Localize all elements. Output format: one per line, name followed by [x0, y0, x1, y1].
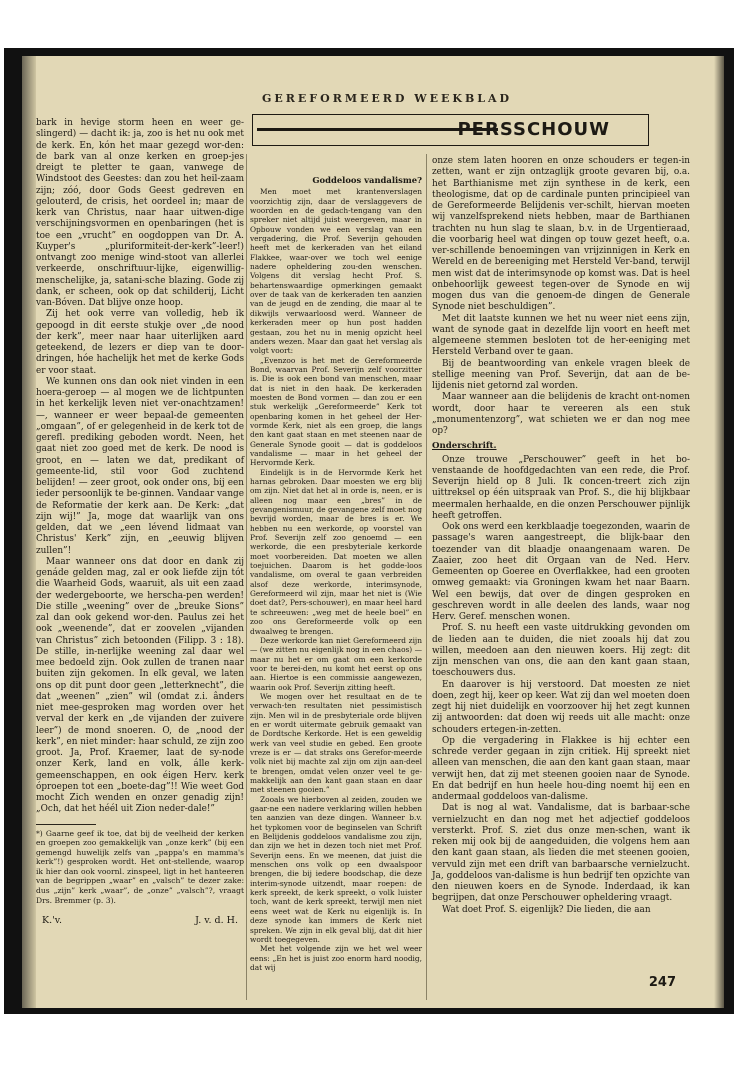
footnote-text: *) Gaarne geef ik toe, dat bij de veelheid der kerken en groepen zoo gemakkelijk van „onze kerk” (bij een gemengd huwelijk zelfs van „pappa's en mamma's kerk”!) gesproken wordt. Het ont-stellende, waarop ik hier dan ook voornl. zinspeel, ligt in het hanteeren van de begrippen „waar” en „valsch” te dezer zake: dus „zijn” kerk „waar”, de „onze” „valsch”?, vraagt Drs. Bremmer (p. 3).: [36, 828, 244, 905]
mid-paragraph-6: Zooals we hierboven al zeiden, zouden we gaar-ne een nadere verklaring willen hebben ten aanzien van deze dingen. Wanneer b.v. het typkomen voor de beginselen van Schrift en Belijdenis goddeloos vandalisme zou zijn, dan zijn we het in dezen toch niet met Prof. Severijn eens. En we meenen, dat juist die menschen ons volk op een dwaalspoor brengen, die bij iedere boodschap, die deze interim-synode uitzendt, maar roepen: de kerk spreekt, de kerk spreekt, o volk luister toch, want de kerk spreekt, terwijl men niet eens weet wat de Kerk nu eigenlijk is. In deze synode kan immers de Kerk niet spreken. We zijn in elk geval blij, dat dit hier wordt toegegeven.: [250, 794, 422, 944]
right-paragraph-1: onze stem laten hooren en onze schouders er tegen-in zetten, want er zijn ontzaglijk groote gevaren bij, o.a. het Barthianisme met zijn synthese in de kerk, een theologisme, dat op de cardinale punten principieel van de Gereformeerde Belijdenis ver-schilt, hiervan moeten wij vanzelfsprekend niets hebben, maar de Barthianen trachten nu hun slag te slaan, b.v. in de Urgentieraad, die voorbarig heel wat dingen op touw gezet heeft, o.a. ver-schillende benoemingen van vrijzinnigen in Kerk en Wereld en de bereeniging met Hersteld Ver-band, terwijl men wist dat de interimsynode op komst was. Dat is heel onbehoorlijk geweest tegen-over de Synode en wij mogen dus van die genoem-de dingen de Generale Synode niet beschuldigen”.: [432, 156, 690, 313]
signature-line: [36, 915, 244, 926]
mid-paragraph-1: Men moet met krantenverslagen voorzichtig zijn, daar de verslaggevers de woorden en de gedach-tengang van den spreker niet altijd juist weergeven, maar in Opbouw vonden we een verslag van een vergadering, die Prof. Severijn gehouden heeft met de kerkeraden van het eiland Flakkee, waar-over we toch wel eenige nadere opheldering zou-den wenschen. Volgens dit verslag hecht Prof. S. behartenswaardige opmerkingen gemaakt over de taak van de kerkeraden ten aanzien van de jeugd en de zending, die maar al te dikwijls verwaarloosd werd. Wanneer de kerkeraden meer op hun post hadden gestaan, zou het nu in menig opzicht heel anders wezen. Maar dan gaat het verslag als volgt voort:: [250, 187, 422, 356]
signature-left: K.'v.: [42, 915, 62, 927]
page-spine-shadow: [22, 56, 36, 1008]
column-divider-2: [426, 154, 427, 1000]
footnote-rule: [36, 824, 96, 825]
newspaper-page: [22, 56, 724, 1008]
left-paragraph-3: We kunnen ons dan ook niet vinden in een hoera-geroep — al mogen we de lichtpunten in het kerkelijk leven niet ver-onachtzamen! —, wanneer er weer bepaal-de gemeenten „omgaan”, of er gelegenheid in de kerk tot de gerefl. prediking geboden wordt. Neen, het gaat niet zoo goed met de kerk. De nood is groot, en — laten we dat, predikant of gemeente-lid, stil voor God zuchtend belijden! — zeer groot, ook onder ons, bij een ieder persoonlijk te be-ginnen. Vandaar vange de Reformatie der kerk aan. De Kerk: „dat zijn wij!” Ja, moge dat waarlijk van ons gelden, dat we „een lévend lidmaat van Christus' Kerk” zijn, en „eeuwig blijven zullen”!: [36, 376, 244, 556]
page-number: 247: [648, 975, 676, 990]
left-paragraph-2: Zij het ook verre van volledig, heb ik gepoogd in dit eerste stukje over „de nood der kerk”, meer naar haar uiterlijken aard geteekend, de lezers er diep van te door-dringen, hóe hachelijk het met de kerke Gods er voor staat.: [36, 309, 244, 376]
right-paragraph-2: Met dit laatste kunnen we het nu weer niet eens zijn, want de synode gaat in dezelfde lijn voort en heeft met algemeene stemmen besloten tot de her-eeniging met Hersteld Verband over te gaan.: [432, 313, 690, 358]
page-edge-shadow: [714, 56, 724, 1008]
column-divider-1: [246, 154, 247, 1000]
section-title: PERSSCHOUW: [457, 119, 610, 140]
mid-paragraph-3: Eindelijk is in de Hervormde Kerk het harnas gebroken. Daar moesten we erg blij om zijn. Niet dat het al in orde is, neen, er is alleen nog maar een „bres” in de gevangenismuur, de gevangene zelf moet nog bevrijd worden, maar de bres is er. We hebben nu een werkorde, op voorstel van Prof. Severijn zelf zoo genoemd — een werkorde, die een presbyteriale kerkorde moet voorbereiden. Dat moeten we allen toejuichen. Daarom is het godde-loos vandalisme, om overal te gaan verbreiden alsof deze werkorde, interimsynode, Gereformeerd wil zijn, maar het niet is (Wie doet dat?, Pers-schouwer), en maar heel hard te schreeuwen: „weg met de heele boel” en zoo ons Gereformeerde volk op een dwaalweg te brengen.: [250, 467, 422, 636]
right-paragraph-10: Dat is nog al wat. Vandalisme, dat is barbaar-sche vernielzucht en dan nog met het adjectief goddeloos versterkt. Prof. S. ziet dus onze men-schen, want ik reken mij ook bij de aangeduiden, die volgens hem aan den kant gaan staan, als lieden die met steenen gooien, vervuld zijn met een drift van barbaarsche vernielzucht. Ja, goddeloos van-dalisme is hun bedrijf ten opzichte van den nieuwen koers en de Synode. Inderdaad, ik kan begrijpen, dat onze Perschouwer opheldering vraagt.: [432, 803, 690, 904]
right-paragraph-3: Bij de beantwoording van enkele vragen bleek de stellige meening van Prof. Severijn, dat aan de be-lijdenis niet getornd zal worden.: [432, 358, 690, 391]
right-paragraph-4: Maar wanneer aan die belijdenis de kracht ont-nomen wordt, door haar te vereeren als een stuk „monumentenzorg”, wat schieten we er dan nog mee op?: [432, 392, 690, 436]
right-paragraph-6: Ook ons werd een kerkblaadje toegezonden, waarin de passage's waren aangestreept, die blijk-baar den toezender van dit blaadje onaangenaam waren. De Zaaier, zoo heet dit Orgaan van de Ned. Herv. Gemeenten op Goeree en Overflakkee, had een grooten omweg gemaakt: via Groningen kwam het naar Baarn. Wel een bewijs, dat over de dingen gesproken en geschreven wordt in alle deelen des lands, waar nog Herv. Geref. menschen wonen.: [432, 522, 690, 622]
footnote: [36, 829, 244, 906]
right-paragraph-9: Op die vergadering in Flakkee is hij echter een schrede verder gegaan in zijn critiek. Hij spreekt niet alleen van menschen, die aan den kant gaan staan, maar verwijt hen, dat zij met steenen gooien naar de Synode. En dat bedrijf en hun heele hou-ding noemt hij een en andermaal goddeloos van-dalisme.: [432, 735, 690, 802]
mid-paragraph-7: Met het volgende zijn we het wel weer eens: „En het is juist zoo enorm hard noodig, dat wij: [250, 944, 422, 972]
right-paragraph-8: En daarover is hij verstoord. Dat moesten ze niet doen, zegt hij, keer op keer. Wat zij dan wel moeten doen zegt hij niet duidelijk en voorzoover hij het zegt kunnen zij antwoorden: dat doen wij reeds uit alle macht: onze schouders ertegen-in-zetten.: [432, 679, 690, 735]
left-paragraph-1: bark in hevige storm heen en weer ge-slingerd) — dacht ik: ja, zoo is het nu ook met de kerk. En, kón het maar gezegd wor-den: de bark van al onze kerken en groep-jes dreigt te pletter te gaan, vanwege de Windstoot des Geestes: dan zou het heil-zaam zijn; zóó, door Gods Geest gedreven en gelouterd, de crisis, het oordeel in; maar de kerk van Christus, naar haar uitwen-dige verschijningsvormen en openbaringen (het is toe een „vrucht” en oogdoppen van Dr. A. Kuyper's „pluriformiteit-der-kerk”-leer!) ontvangt zoo menige wind-stoot van allerlei verkeerde, onschriftuur-lijke, eigenwillig-menschelijke, ja, satani-sche blazing. Gode zij dank, er scheen, ook op dat schilderij, Licht van-Bóven. Dat blijve onze hoop.: [36, 118, 244, 308]
mid-paragraph-2: „Evenzoo is het met de Gereformeerde Bond, waarvan Prof. Severijn zelf voorzitter is. Die is ook een bond van menschen, maar dat is niet in den haak. De kerkeraden moesten de Bond vormen — dan zou er een stuk werkelijk „Gereformeerde” Kerk tot openbaring komen in het geheel der Her-vormde Kerk, niet als een groep, die langs den kant gaat staan en met steenen naar de Generale Synode gooit — dat is goddeloos vandalisme — maar in het geheel der Hervormde Kerk.: [250, 355, 422, 468]
left-paragraph-4: Maar wanneer ons dat door en dank zij genáde gelden mag, zal er ook liefde zijn tót die Waarheid Gods, waaruit, als uit een zaad der wedergeboorte, we herscha-pen werden! Die stille „weening” over de „breuke Sions” zal dan ook gekend wor-den. Paulus zei het ook „weenende”, dat er zoovelen „vijanden van Christus” zich betoonden (Filipp. 3 : 18). De stille, in-nerlijke weening zal daar wel mee bedoeld zijn. Ook zullen de tranen naar buiten zijn gekomen. In elk geval, we laten ons op dit punt door geen „letterknecht”, die dat „weenen” „zien” wil (omdat z.i. ânders niet mee-gesproken mag worden over het verval der kerk en „de vijanden der zuivere leer”) de mond snoeren. O, de „nood der kerk”, en niet minder: haar schuld, ze zijn zoo groot. Ja, Prof. Kraemer, laat de sy-node onzer Kerk, land en volk, álle kerk-gemeenschappen, en ook éigen Herv. kerk óproepen tot een „boete-dag”!! Wie weet God mocht Zich wenden en onzer genadig zijn! „Och, dat het héél uit Zion neder-dale!”: [36, 556, 244, 815]
subhead-onderschrift: Onderschrift.: [432, 441, 497, 452]
running-head: GEREFORMEERD WEEKBLAD: [262, 92, 513, 105]
right-paragraph-11: Wat doet Prof. S. eigenlijk? Die lieden, die aan: [442, 904, 651, 915]
mid-paragraph-4: Deze werkorde kan niet Gereformeerd zijn — (we zitten nu eigenlijk nog in een chaos) — maar nu het er om gaat om een kerkorde voor te berei-den, nu komt het eerst op ons aan. Hiertoe is een commissie aangewezen, waarin ook Prof. Severijn zitting heeft.: [250, 635, 422, 692]
mid-paragraph-5: We mogen over het resultaat en de te verwach-ten resultaten niet pessimistisch zijn. Men wil in de presbyteriale orde blijven en er wordt uitermate gebruik gemaakt van de Dordtsche Kerkorde. Het is een geweldig werk van veel studie en gebed. Een groote vreze is er — dat straks ons Gerefor-meerde volk niet bij machte zal zijn om zijn aan-deel te brengen, omdat velen onzer veel te ge-makkelijk aan den kant gaan staan en daar met steenen gooien.”: [250, 691, 422, 795]
right-column: [432, 156, 690, 916]
section-banner: [252, 114, 649, 146]
right-paragraph-5: Onze trouwe „Perschouwer” geeft in het bo-venstaande de hoofdgedachten van een rede, die Prof. Severijn hield op 8 Juli. Ik concen-treert zich zijn uittreksel op één uitspraak van Prof. S., die hij blijkbaar meermalen herhaalde, en die onzen Perschouwer pijnlijk heeft getroffen.: [432, 454, 690, 521]
left-column: [36, 118, 244, 927]
subhead-goddeloos-vandalisme: Goddeloos vandalisme?: [312, 175, 422, 185]
middle-column: [250, 176, 422, 972]
signature-right: J. v. d. H.: [195, 915, 238, 927]
right-paragraph-7: Prof. S. nu heeft een vaste uitdrukking gevonden om de lieden aan te duiden, die niet zooals hij dat zou willen, meedoen aan den nieuwen koers. Hij zegt: dit zijn menschen van ons, die aan den kant gaan staan, toeschouwers dus.: [432, 623, 690, 679]
